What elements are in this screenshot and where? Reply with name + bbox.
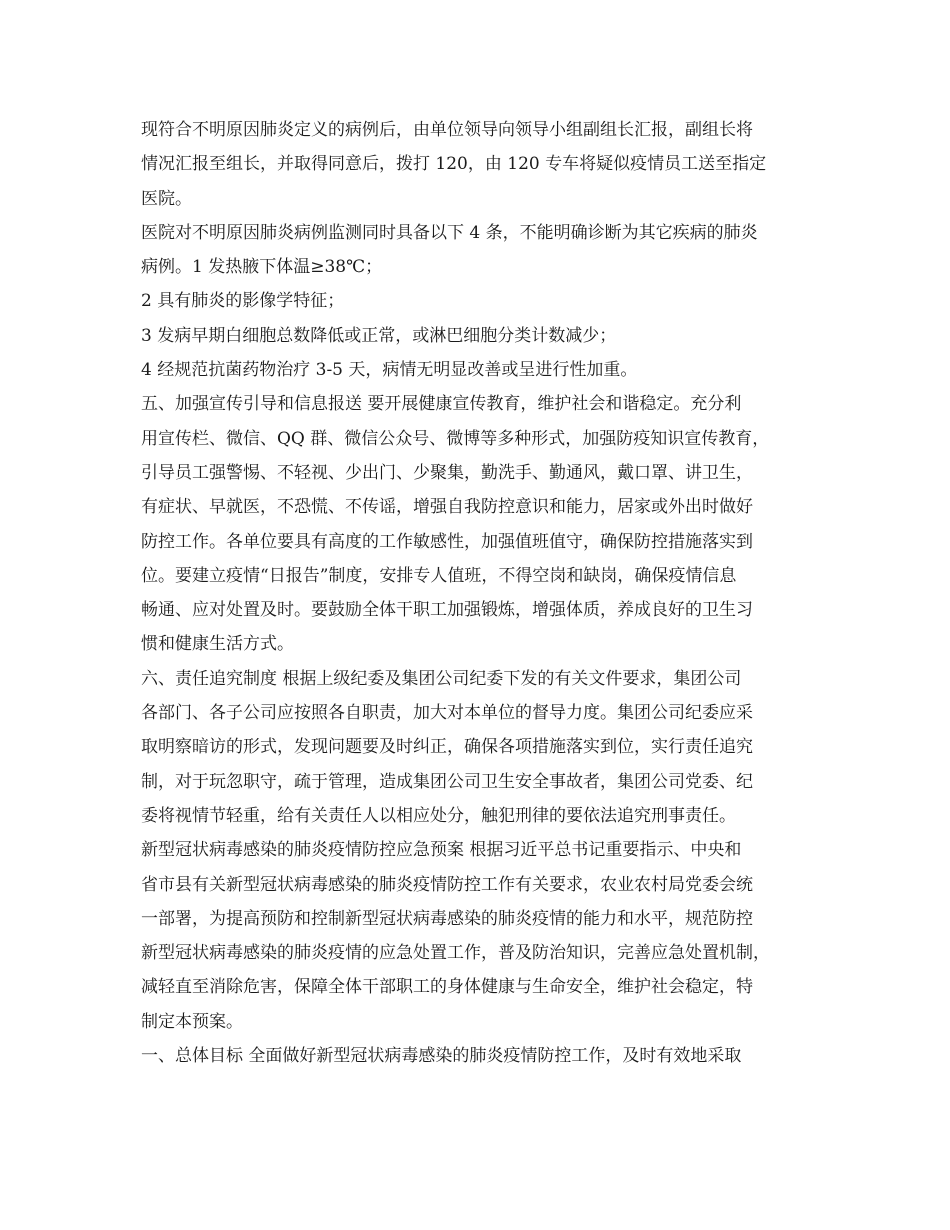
text-line: 五、加强宣传引导和信息报送 要开展健康宣传教育，维护社会和谐稳定。充分利 (141, 394, 742, 415)
text-line: 取明察暗访的形式，发现问题要及时纠正，确保各项措施落实到位，实行责任追究 (141, 737, 753, 758)
text-line: 医院。 (141, 188, 192, 209)
text-line: 省市县有关新型冠状病毒感染的肺炎疫情防控工作有关要求，农业农村局党委会统 (141, 874, 753, 895)
text-line: 六、责任追究制度 根据上级纪委及集团公司纪委下发的有关文件要求，集团公司 (141, 668, 742, 689)
text-line: 一部署，为提高预防和控制新型冠状病毒感染的肺炎疫情的能力和水平，规范防控 (141, 908, 753, 929)
text-line: 新型冠状病毒感染的肺炎疫情的应急处置工作，普及防治知识，完善应急处置机制， (141, 943, 770, 964)
text-line: 畅通、应对处置及时。要鼓励全体干职工加强锻炼，增强体质，养成良好的卫生习 (141, 600, 753, 621)
text-line: 用宣传栏、微信、QQ 群、微信公众号、微博等多种形式，加强防疫知识宣传教育， (141, 428, 770, 449)
text-line: 有症状、早就医，不恐慌、不传谣，增强自我防控意识和能力，居家或外出时做好 (141, 497, 753, 518)
text-line: 制定本预案。 (141, 1011, 243, 1032)
text-line: 现符合不明原因肺炎定义的病例后，由单位领导向领导小组副组长汇报，副组长将 (141, 120, 753, 140)
text-line: 新型冠状病毒感染的肺炎疫情防控应急预案 根据习近平总书记重要指示、中央和 (141, 840, 742, 861)
text-line: 一、总体目标 全面做好新型冠状病毒感染的肺炎疫情防控工作，及时有效地采取 (141, 1046, 742, 1067)
text-line: 防控工作。各单位要具有高度的工作敏感性，加强值班值守，确保防控措施落实到 (141, 531, 753, 552)
text-line: 2 具有肺炎的影像学特征； (141, 291, 345, 312)
text-line: 位。要建立疫情“日报告”制度，安排专人值班，不得空岗和缺岗，确保疫情信息 (141, 565, 737, 586)
text-line: 减轻直至消除危害，保障全体干部职工的身体健康与生命安全，维护社会稳定，特 (141, 977, 753, 998)
text-line: 病例。1 发热腋下体温≥38℃； (141, 257, 383, 278)
text-line: 委将视情节轻重，给有关责任人以相应处分，触犯刑律的要依法追究刑事责任。 (141, 805, 736, 826)
text-line: 各部门、各子公司应按照各自职责，加大对本单位的督导力度。集团公司纪委应采 (141, 703, 753, 724)
text-line: 情况汇报至组长，并取得同意后，拨打 120，由 120 专车将疑似疫情员工送至指定 (141, 154, 767, 175)
text-line: 制，对于玩忽职守，疏于管理，造成集团公司卫生安全事故者，集团公司党委、纪 (141, 771, 753, 792)
text-line: 医院对不明原因肺炎病例监测同时具备以下 4 条，不能明确诊断为其它疾病的肺炎 (141, 222, 758, 243)
text-line: 惯和健康生活方式。 (141, 634, 294, 655)
document-body (141, 113, 821, 1073)
text-line: 3 发病早期白细胞总数降低或正常，或淋巴细胞分类计数减少； (141, 325, 617, 346)
text-line: 引导员工强警惕、不轻视、少出门、少聚集，勤洗手、勤通风，戴口罩、讲卫生， (141, 462, 753, 483)
text-line: 4 经规范抗菌药物治疗 3-5 天，病情无明显改善或呈进行性加重。 (141, 360, 638, 381)
